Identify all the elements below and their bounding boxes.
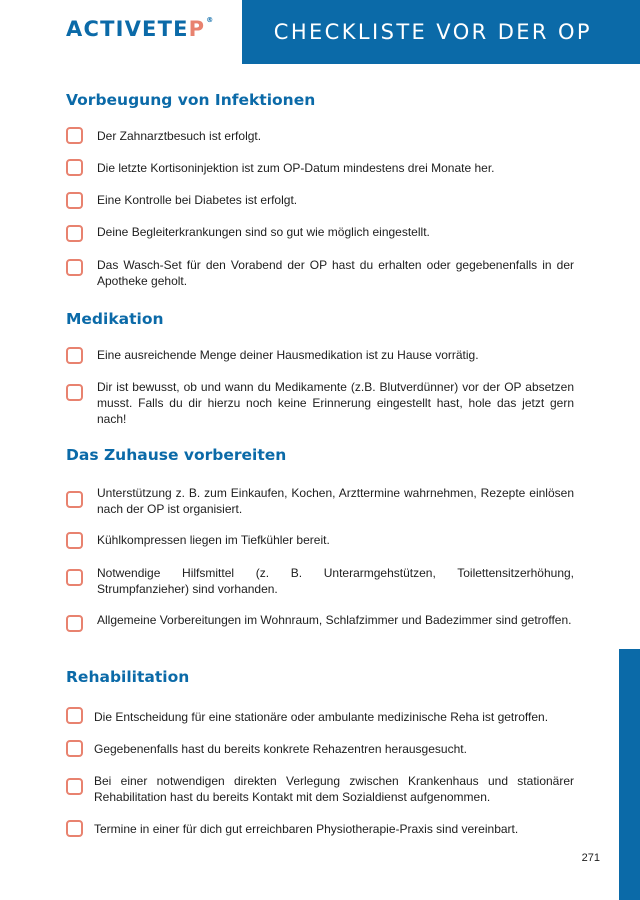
checkbox[interactable]: [66, 384, 83, 401]
checklist-item: [66, 222, 574, 242]
section-title-infection-prevention: Vorbeugung von Infektionen: [66, 91, 316, 109]
checklist-item-text: Termine in einer für dich gut erreichbaren Physiotherapie-Praxis sind vereinbart.: [94, 822, 519, 836]
section-title-rehabilitation: Rehabilitation: [66, 668, 190, 686]
checkbox[interactable]: [66, 347, 83, 364]
checkbox[interactable]: [66, 615, 83, 632]
checklist-item-text: Die letzte Kortisoninjektion ist zum OP-Datum mindestens drei Monate her.: [97, 161, 495, 175]
checklist-item: [66, 377, 574, 427]
checklist-item: [66, 158, 574, 178]
checklist-item: [66, 563, 574, 597]
checklist-item: [66, 345, 574, 365]
checklist-item-text: Eine ausreichende Menge deiner Hausmedikation ist zu Hause vorrätig.: [97, 348, 479, 362]
checklist-item-text: Das Wasch-Set für den Vorabend der OP hast du erhalten oder gegebenenfalls in der Apotheke geholt.: [97, 258, 574, 288]
checklist-item: [66, 530, 574, 550]
checkbox[interactable]: [66, 569, 83, 586]
checklist-item-text: Notwendige Hilfsmittel (z. B. Unterarmgehstützen, Toilettensitzerhöhung, Strumpfanzieher) sind vorhanden.: [97, 566, 574, 596]
checklist-item: [66, 126, 574, 146]
checklist-item-text: Deine Begleiterkrankungen sind so gut wie möglich eingestellt.: [97, 225, 430, 239]
checklist-item: [66, 190, 574, 210]
checkbox[interactable]: [66, 532, 83, 549]
checklist-item-text: Der Zahnarztbesuch ist erfolgt.: [97, 129, 262, 143]
checklist-item-text: Allgemeine Vorbereitungen im Wohnraum, Schlafzimmer und Badezimmer sind getroffen.: [97, 613, 572, 627]
logo-ring-icon: P: [188, 17, 206, 41]
checklist-item-text: Bei einer notwendigen direkten Verlegung zwischen Krankenhaus und stationärer Rehabilitation hast du bereits Kontakt mit dem Sozialdienst aufgenommen.: [94, 774, 574, 804]
checklist-item: [66, 707, 574, 727]
checkbox[interactable]: [66, 259, 83, 276]
checklist-item-text: Dir ist bewusst, ob und wann du Medikamente (z.B. Blutverdünner) vor der OP absetzen musst. Falls du dir hierzu noch keine Erinnerung eingestellt hast, hole das jetzt gern nach!: [97, 380, 574, 426]
checklist-item-text: Unterstützung z. B. zum Einkaufen, Kochen, Arzttermine wahrnehmen, Rezepte einlösen nach der OP ist organisiert.: [97, 486, 574, 516]
section-title-home-preparation: Das Zuhause vorbereiten: [66, 446, 287, 464]
checkbox[interactable]: [66, 820, 83, 837]
section-title-medication: Medikation: [66, 310, 164, 328]
registered-mark: ®: [206, 16, 215, 24]
checkbox[interactable]: [66, 225, 83, 242]
checklist-item-text: Eine Kontrolle bei Diabetes ist erfolgt.: [97, 193, 298, 207]
checklist-item: [66, 483, 574, 517]
header-bar: [242, 0, 640, 64]
checkbox[interactable]: [66, 159, 83, 176]
checkbox[interactable]: [66, 192, 83, 209]
checkbox[interactable]: [66, 491, 83, 508]
activetep-logo: [66, 16, 215, 41]
page-title: CHECKLISTE VOR DER OP: [273, 20, 592, 44]
checklist-item: [66, 739, 574, 759]
checklist-item: [66, 771, 574, 805]
checklist-item: [66, 255, 574, 289]
checkbox[interactable]: [66, 707, 83, 724]
side-accent-bar: [619, 649, 640, 900]
page-number: 271: [581, 852, 600, 864]
checklist-item-text: Gegebenenfalls hast du bereits konkrete Rehazentren herausgesucht.: [94, 742, 467, 756]
logo-text: ACTIVETE: [66, 17, 189, 41]
checklist-item-text: Die Entscheidung für eine stationäre oder ambulante medizinische Reha ist getroffen.: [94, 710, 549, 724]
checkbox[interactable]: [66, 127, 83, 144]
checkbox[interactable]: [66, 778, 83, 795]
logo-area: [0, 0, 242, 64]
checklist-item: [66, 610, 574, 644]
checklist-item-text: Kühlkompressen liegen im Tiefkühler bereit.: [97, 533, 330, 547]
checklist-item: [66, 819, 574, 839]
checkbox[interactable]: [66, 740, 83, 757]
